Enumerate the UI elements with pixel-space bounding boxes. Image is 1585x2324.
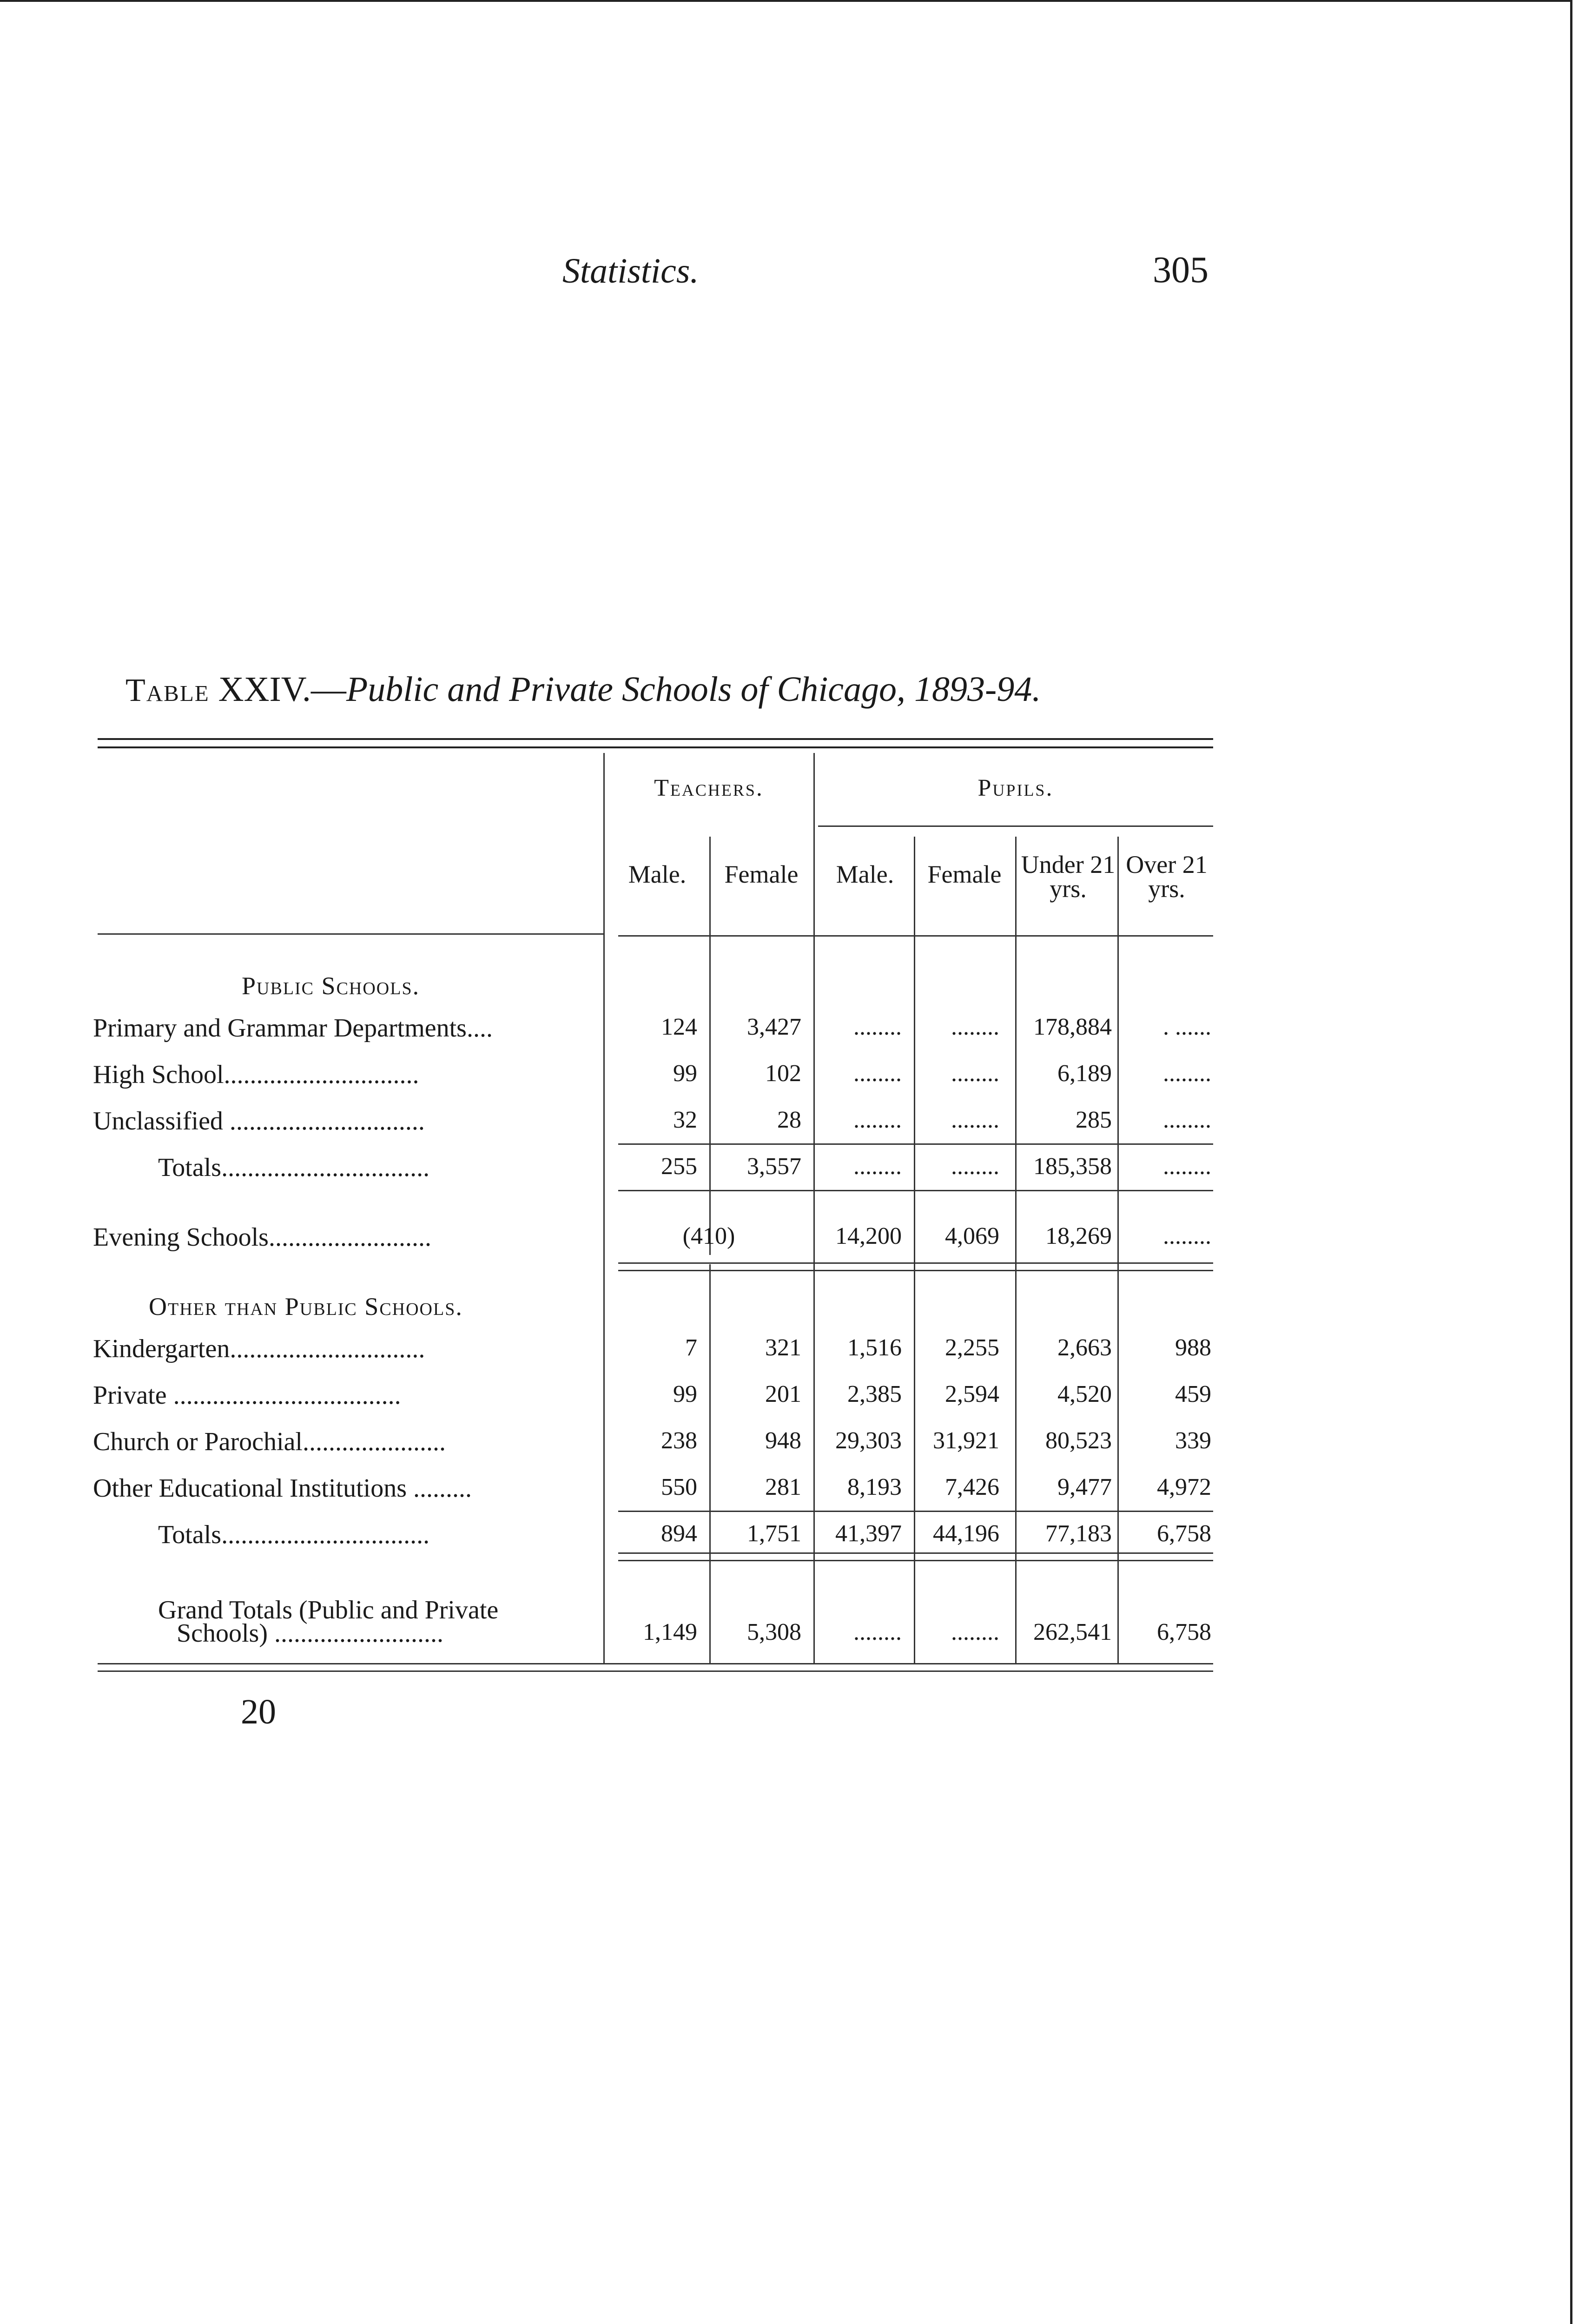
row-value: 18,269 (1045, 1223, 1112, 1249)
caption-title: Public and Private Schools of Chicago, 1893-94. (346, 670, 1041, 709)
row-value: 32 (673, 1107, 697, 1133)
row-value: ........ (853, 1153, 902, 1180)
row-value: 2,255 (945, 1334, 999, 1361)
row-label: Other Educational Institutions ......... (93, 1474, 472, 1503)
row-value: ........ (951, 1619, 999, 1645)
row-value: 3,557 (747, 1153, 801, 1180)
row-label: Grand Totals (Public and Private (158, 1596, 499, 1624)
row-value: 4,972 (1157, 1474, 1211, 1500)
row-value: 1,149 (643, 1619, 697, 1645)
row-value: . ...... (1163, 1014, 1211, 1040)
vline-2b (709, 1264, 711, 1664)
row-value: 988 (1175, 1334, 1211, 1361)
col-header-teachers-female: Female (724, 860, 799, 888)
row-value: 6,758 (1157, 1520, 1211, 1547)
evening-rule-2 (618, 1270, 1213, 1271)
row-label: Evening Schools......................... (93, 1223, 431, 1252)
row-value: 2,385 (847, 1381, 902, 1407)
row-value: 3,427 (747, 1014, 801, 1040)
row-value: 8,193 (847, 1474, 902, 1500)
pupils-group-underline (818, 825, 1213, 827)
row-value: 80,523 (1045, 1427, 1112, 1454)
table-caption (125, 669, 1222, 710)
row-value: ........ (853, 1060, 902, 1087)
row-value: 339 (1175, 1427, 1211, 1454)
table-top-rule-2 (98, 746, 1213, 748)
row-value: ........ (951, 1014, 999, 1040)
signature-mark: 20 (241, 1692, 276, 1731)
table-bottom-rule-1 (98, 1663, 1213, 1664)
row-label: Unclassified .............................. (93, 1107, 425, 1136)
row-value: 321 (765, 1334, 801, 1361)
row-value: 255 (661, 1153, 697, 1180)
row-label: Primary and Grammar Departments.... (93, 1014, 493, 1043)
pupils-group-header: Pupils. (977, 775, 1054, 801)
header-bottom-rule-cols (618, 935, 1213, 937)
row-label: High School.............................. (93, 1060, 419, 1089)
vline-2 (709, 837, 711, 1255)
section-other-schools: Other than Public Schools. (149, 1293, 463, 1320)
table-top-rule (98, 738, 1213, 740)
row-value: 31,921 (933, 1427, 999, 1454)
row-value: 44,196 (933, 1520, 999, 1547)
row-value: 262,541 (1033, 1619, 1112, 1645)
row-value: ........ (1163, 1060, 1211, 1087)
row-value: ........ (951, 1060, 999, 1087)
vline-4 (914, 837, 915, 1664)
row-value: 550 (661, 1474, 697, 1500)
totals-rule-public (618, 1190, 1213, 1191)
row-value: 124 (661, 1014, 697, 1040)
col-header-under-21: Under 21 yrs. (1021, 851, 1116, 903)
caption-label: Table (125, 673, 210, 708)
row-value: 2,663 (1057, 1334, 1112, 1361)
row-value: 201 (765, 1381, 801, 1407)
row-value: (410) (682, 1223, 735, 1249)
col-header-over-21: Over 21 yrs. (1126, 851, 1208, 903)
row-value: 948 (765, 1427, 801, 1454)
row-value: 7 (685, 1334, 697, 1361)
row-value: 99 (673, 1060, 697, 1087)
row-value: 1,516 (847, 1334, 902, 1361)
caption-number: XXIV. (218, 670, 311, 709)
row-value: 6,189 (1057, 1060, 1112, 1087)
row-value: 185,358 (1033, 1153, 1112, 1180)
totals-rule-other-2 (618, 1560, 1213, 1561)
vline-6 (1117, 837, 1119, 1664)
subtotal-rule-other (618, 1511, 1213, 1512)
col-header-teachers-male: Male. (628, 860, 687, 888)
row-value: 99 (673, 1381, 697, 1407)
row-value: 178,884 (1033, 1014, 1112, 1040)
row-value: ........ (951, 1107, 999, 1133)
row-value: 29,303 (835, 1427, 902, 1454)
row-value: 7,426 (945, 1474, 999, 1500)
row-value: ........ (1163, 1107, 1211, 1133)
row-label: Totals................................ (158, 1520, 430, 1549)
row-value: ........ (1163, 1223, 1211, 1249)
running-head: Statistics. (562, 251, 699, 290)
row-label: Kindergarten.............................. (93, 1334, 425, 1363)
row-value: 1,751 (747, 1520, 801, 1547)
row-value: ........ (951, 1153, 999, 1180)
row-value: ........ (853, 1107, 902, 1133)
row-value: 4,069 (945, 1223, 999, 1249)
row-label: Church or Parochial...................... (93, 1427, 446, 1456)
section-public-schools: Public Schools. (242, 972, 420, 1000)
caption-dash: — (310, 670, 346, 709)
row-value: 102 (765, 1060, 801, 1087)
row-value: ........ (1163, 1153, 1211, 1180)
page-edge-right (1570, 0, 1572, 2324)
row-label: Totals................................ (158, 1153, 430, 1182)
table-bottom-rule-2 (98, 1670, 1213, 1672)
row-value: 238 (661, 1427, 697, 1454)
col-header-pupils-female: Female (927, 860, 1002, 888)
row-value: 4,520 (1057, 1381, 1112, 1407)
totals-rule-other-1 (618, 1552, 1213, 1554)
col-header-pupils-male: Male. (836, 860, 894, 888)
teachers-group-header: Teachers. (654, 775, 764, 801)
row-label: Schools) .......................... (177, 1619, 443, 1648)
row-value: ........ (853, 1014, 902, 1040)
row-value: 77,183 (1045, 1520, 1112, 1547)
evening-rule-1 (618, 1262, 1213, 1264)
row-value: 281 (765, 1474, 801, 1500)
row-value: 6,758 (1157, 1619, 1211, 1645)
header-bottom-rule-left (98, 933, 604, 935)
page-edge-top (0, 0, 1572, 2)
subtotal-rule-public (618, 1143, 1213, 1145)
row-value: 459 (1175, 1381, 1211, 1407)
row-value: ........ (853, 1619, 902, 1645)
row-value: 894 (661, 1520, 697, 1547)
page-number: 305 (1153, 250, 1209, 290)
row-label: Private ................................... (93, 1381, 401, 1410)
row-value: 41,397 (835, 1520, 902, 1547)
row-value: 5,308 (747, 1619, 801, 1645)
row-value: 285 (1076, 1107, 1112, 1133)
row-value: 9,477 (1057, 1474, 1112, 1500)
row-value: 2,594 (945, 1381, 999, 1407)
row-value: 28 (777, 1107, 801, 1133)
row-value: 14,200 (835, 1223, 902, 1249)
